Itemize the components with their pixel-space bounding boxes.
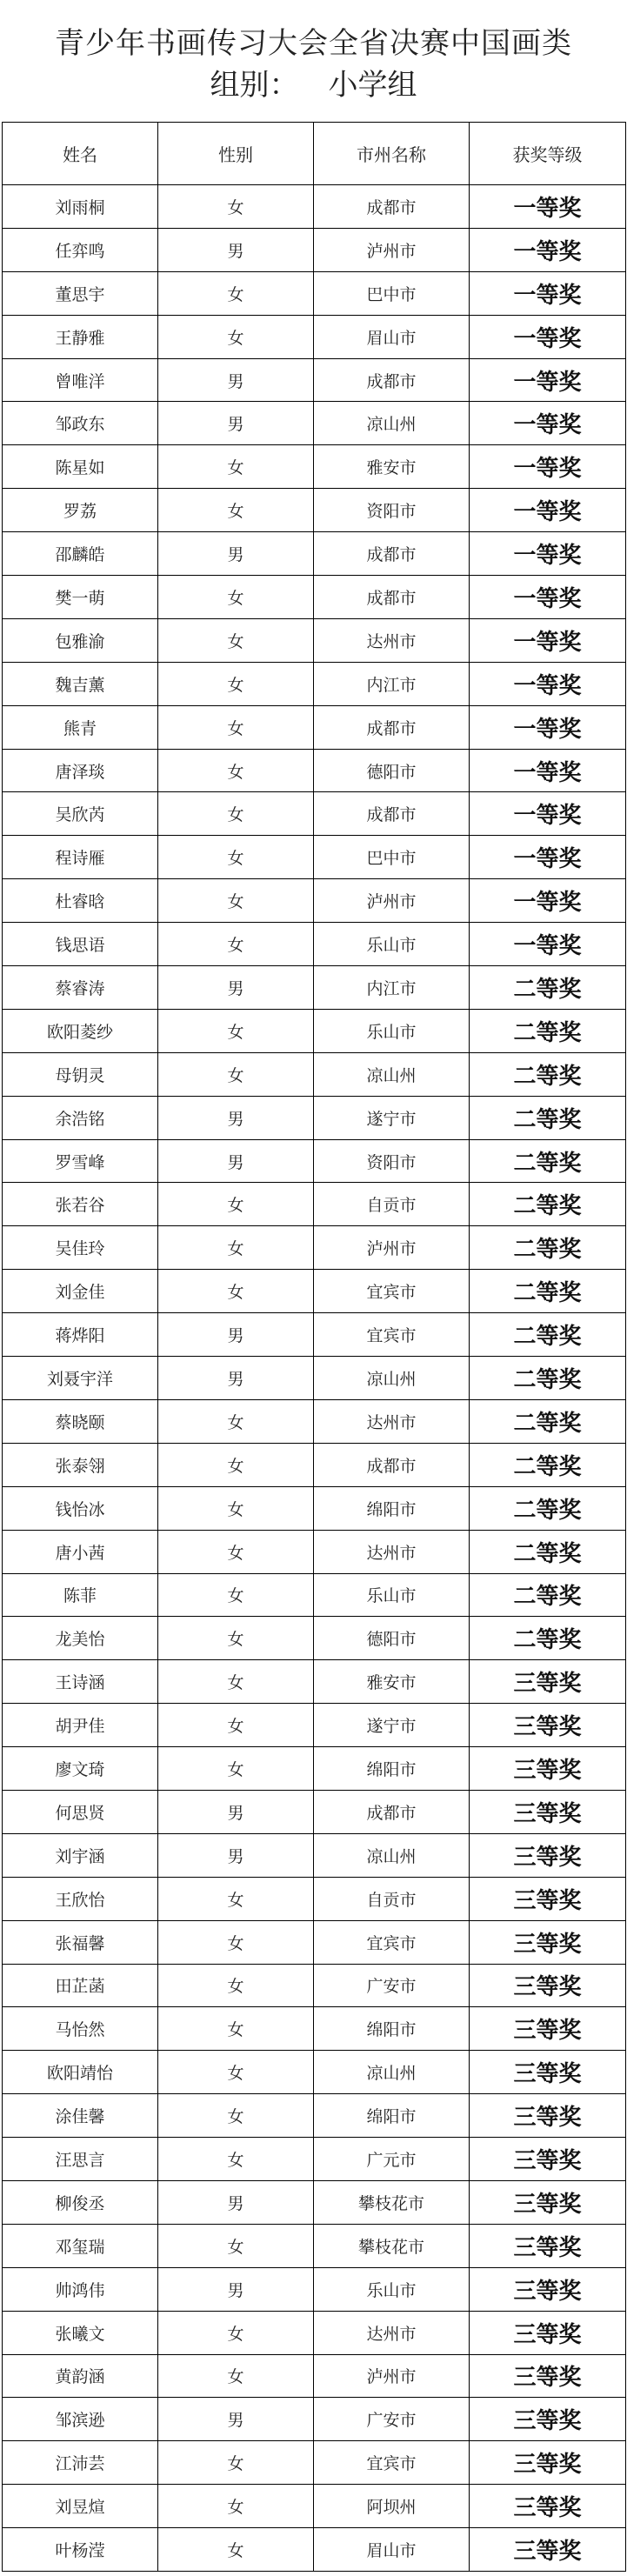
gender-cell: 女: [158, 2485, 314, 2528]
city-cell: 成都市: [314, 185, 470, 229]
table-row: [3, 315, 626, 358]
gender-cell: 女: [158, 1573, 314, 1617]
table-row: [3, 879, 626, 923]
gender-cell: 男: [158, 1313, 314, 1357]
city-cell: 成都市: [314, 1790, 470, 1833]
gender-cell: 女: [158, 836, 314, 879]
name-cell: 曾唯洋: [3, 358, 158, 402]
city-cell: 巴中市: [314, 836, 470, 879]
award-cell: 三等奖: [470, 2007, 626, 2051]
name-cell: 柳俊丞: [3, 2180, 158, 2224]
table-row: [3, 2094, 626, 2138]
city-cell: 成都市: [314, 576, 470, 619]
name-cell: 江沛芸: [3, 2441, 158, 2485]
gender-cell: 女: [158, 2051, 314, 2094]
city-cell: 广安市: [314, 2398, 470, 2441]
award-cell: 三等奖: [470, 2138, 626, 2181]
city-cell: 乐山市: [314, 2267, 470, 2311]
table-row: [3, 1877, 626, 1920]
table-row: [3, 402, 626, 445]
award-cell: 二等奖: [470, 1357, 626, 1400]
name-cell: 刘昱煊: [3, 2485, 158, 2528]
name-cell: 蔡睿涛: [3, 966, 158, 1010]
award-cell: 三等奖: [470, 2441, 626, 2485]
award-cell: 二等奖: [470, 1443, 626, 1486]
table-row: [3, 2224, 626, 2267]
table-row: [3, 2528, 626, 2572]
document-header: [0, 0, 627, 122]
city-cell: 达州市: [314, 618, 470, 662]
table-row: [3, 836, 626, 879]
gender-cell: 女: [158, 1877, 314, 1920]
city-cell: 宜宾市: [314, 2441, 470, 2485]
table-row: [3, 228, 626, 271]
award-cell: 一等奖: [470, 879, 626, 923]
city-cell: 达州市: [314, 1530, 470, 1573]
table-row: [3, 1660, 626, 1704]
award-cell: 二等奖: [470, 1009, 626, 1052]
table-row: [3, 2311, 626, 2354]
gender-cell: 女: [158, 576, 314, 619]
city-cell: 成都市: [314, 705, 470, 749]
gender-cell: 女: [158, 2138, 314, 2181]
award-cell: 三等奖: [470, 2051, 626, 2094]
table-row: [3, 489, 626, 532]
table-row: [3, 1790, 626, 1833]
award-cell: 三等奖: [470, 1747, 626, 1791]
table-row: [3, 1617, 626, 1660]
city-cell: 凉山州: [314, 1052, 470, 1096]
header-award-level: 获奖等级: [470, 123, 626, 185]
name-cell: 刘聂宇洋: [3, 1357, 158, 1400]
table-row: [3, 1313, 626, 1357]
table-header-row: [3, 123, 626, 185]
city-cell: 成都市: [314, 532, 470, 576]
name-cell: 蔡晓颐: [3, 1399, 158, 1443]
table-row: [3, 576, 626, 619]
group-line: [0, 64, 627, 106]
gender-cell: 男: [158, 1357, 314, 1400]
header-city: 市州名称: [314, 123, 470, 185]
city-cell: 广安市: [314, 1964, 470, 2007]
award-cell: 二等奖: [470, 966, 626, 1010]
name-cell: 王诗涵: [3, 1660, 158, 1704]
gender-cell: 女: [158, 489, 314, 532]
name-cell: 陈菲: [3, 1573, 158, 1617]
name-cell: 陈星如: [3, 445, 158, 489]
name-cell: 吴佳玲: [3, 1226, 158, 1270]
city-cell: 宜宾市: [314, 1313, 470, 1357]
table-row: [3, 618, 626, 662]
award-cell: 一等奖: [470, 836, 626, 879]
award-cell: 三等奖: [470, 2485, 626, 2528]
gender-cell: 女: [158, 1052, 314, 1096]
city-cell: 乐山市: [314, 1573, 470, 1617]
gender-cell: 女: [158, 705, 314, 749]
table-row: [3, 2180, 626, 2224]
award-cell: 一等奖: [470, 402, 626, 445]
name-cell: 邹政东: [3, 402, 158, 445]
city-cell: 德阳市: [314, 749, 470, 792]
name-cell: 汪思言: [3, 2138, 158, 2181]
city-cell: 凉山州: [314, 402, 470, 445]
gender-cell: 女: [158, 271, 314, 315]
table-row: [3, 2485, 626, 2528]
name-cell: 张泰翎: [3, 1443, 158, 1486]
name-cell: 钱思语: [3, 923, 158, 966]
table-row: [3, 2441, 626, 2485]
name-cell: 欧阳菱纱: [3, 1009, 158, 1052]
city-cell: 阿坝州: [314, 2485, 470, 2528]
gender-cell: 女: [158, 2007, 314, 2051]
table-row: [3, 1530, 626, 1573]
table-row: [3, 1443, 626, 1486]
name-cell: 蒋烨阳: [3, 1313, 158, 1357]
document-title: 青少年书画传习大会全省决赛中国画类: [55, 26, 572, 61]
award-cell: 三等奖: [470, 1660, 626, 1704]
gender-cell: 女: [158, 445, 314, 489]
name-cell: 胡尹佳: [3, 1704, 158, 1747]
award-cell: 三等奖: [470, 1790, 626, 1833]
award-cell: 一等奖: [470, 185, 626, 229]
city-cell: 广元市: [314, 2138, 470, 2181]
award-cell: 三等奖: [470, 1877, 626, 1920]
name-cell: 刘金佳: [3, 1270, 158, 1313]
city-cell: 眉山市: [314, 315, 470, 358]
name-cell: 母钥灵: [3, 1052, 158, 1096]
award-cell: 一等奖: [470, 315, 626, 358]
name-cell: 廖文琦: [3, 1747, 158, 1791]
award-cell: 一等奖: [470, 662, 626, 705]
name-cell: 魏吉薰: [3, 662, 158, 705]
gender-cell: 女: [158, 1530, 314, 1573]
award-cell: 二等奖: [470, 1573, 626, 1617]
award-cell: 三等奖: [470, 1920, 626, 1964]
name-cell: 田芷菡: [3, 1964, 158, 2007]
city-cell: 乐山市: [314, 1009, 470, 1052]
name-cell: 任弈鸣: [3, 228, 158, 271]
gender-cell: 女: [158, 1660, 314, 1704]
table-row: [3, 2354, 626, 2398]
name-cell: 余浩铭: [3, 1096, 158, 1139]
award-cell: 一等奖: [470, 489, 626, 532]
award-cell: 二等奖: [470, 1096, 626, 1139]
award-cell: 二等奖: [470, 1139, 626, 1183]
table-body: [3, 185, 626, 2572]
city-cell: 成都市: [314, 358, 470, 402]
gender-cell: 女: [158, 618, 314, 662]
table-row: [3, 185, 626, 229]
table-row: [3, 792, 626, 836]
city-cell: 泸州市: [314, 879, 470, 923]
city-cell: 乐山市: [314, 923, 470, 966]
city-cell: 遂宁市: [314, 1704, 470, 1747]
city-cell: 遂宁市: [314, 1096, 470, 1139]
gender-cell: 女: [158, 2354, 314, 2398]
gender-cell: 女: [158, 1486, 314, 1530]
city-cell: 自贡市: [314, 1877, 470, 1920]
name-cell: 邵麟皓: [3, 532, 158, 576]
gender-cell: 女: [158, 2528, 314, 2572]
gender-cell: 女: [158, 1183, 314, 1226]
award-table: [2, 122, 626, 2572]
name-cell: 张福馨: [3, 1920, 158, 1964]
gender-cell: 男: [158, 2180, 314, 2224]
name-cell: 王静雅: [3, 315, 158, 358]
award-cell: 二等奖: [470, 1530, 626, 1573]
gender-cell: 女: [158, 749, 314, 792]
city-cell: 资阳市: [314, 489, 470, 532]
gender-cell: 男: [158, 1833, 314, 1877]
name-cell: 欧阳靖怡: [3, 2051, 158, 2094]
gender-cell: 女: [158, 1704, 314, 1747]
name-cell: 张若谷: [3, 1183, 158, 1226]
city-cell: 成都市: [314, 1443, 470, 1486]
award-cell: 一等奖: [470, 358, 626, 402]
name-cell: 包雅渝: [3, 618, 158, 662]
table-row: [3, 2267, 626, 2311]
name-cell: 董思宇: [3, 271, 158, 315]
gender-cell: 女: [158, 2094, 314, 2138]
gender-cell: 男: [158, 228, 314, 271]
name-cell: 吴欣芮: [3, 792, 158, 836]
city-cell: 达州市: [314, 2311, 470, 2354]
gender-cell: 女: [158, 1399, 314, 1443]
name-cell: 邓玺瑞: [3, 2224, 158, 2267]
city-cell: 绵阳市: [314, 1747, 470, 1791]
gender-cell: 男: [158, 2267, 314, 2311]
award-cell: 一等奖: [470, 705, 626, 749]
table-row: [3, 1486, 626, 1530]
name-cell: 杜睿晗: [3, 879, 158, 923]
name-cell: 何思贤: [3, 1790, 158, 1833]
gender-cell: 女: [158, 2441, 314, 2485]
table-row: [3, 923, 626, 966]
city-cell: 巴中市: [314, 271, 470, 315]
gender-cell: 男: [158, 1096, 314, 1139]
name-cell: 钱怡冰: [3, 1486, 158, 1530]
city-cell: 雅安市: [314, 1660, 470, 1704]
gender-cell: 男: [158, 966, 314, 1010]
table-row: [3, 1096, 626, 1139]
table-row: [3, 1183, 626, 1226]
award-cell: 二等奖: [470, 1183, 626, 1226]
award-cell: 一等奖: [470, 618, 626, 662]
table-row: [3, 2007, 626, 2051]
city-cell: 德阳市: [314, 1617, 470, 1660]
name-cell: 刘宇涵: [3, 1833, 158, 1877]
gender-cell: 男: [158, 532, 314, 576]
gender-cell: 女: [158, 315, 314, 358]
name-cell: 帅鸿伟: [3, 2267, 158, 2311]
table-row: [3, 1139, 626, 1183]
table-row: [3, 1052, 626, 1096]
name-cell: 马怡然: [3, 2007, 158, 2051]
award-cell: 一等奖: [470, 749, 626, 792]
table-row: [3, 1270, 626, 1313]
award-cell: 二等奖: [470, 1270, 626, 1313]
gender-cell: 男: [158, 402, 314, 445]
table-row: [3, 1920, 626, 1964]
name-cell: 熊青: [3, 705, 158, 749]
name-cell: 程诗雁: [3, 836, 158, 879]
name-cell: 罗荔: [3, 489, 158, 532]
award-cell: 一等奖: [470, 923, 626, 966]
name-cell: 唐小茜: [3, 1530, 158, 1573]
city-cell: 泸州市: [314, 228, 470, 271]
table-row: [3, 1573, 626, 1617]
gender-cell: 女: [158, 1964, 314, 2007]
gender-cell: 女: [158, 2224, 314, 2267]
city-cell: 凉山州: [314, 1357, 470, 1400]
award-cell: 二等奖: [470, 1226, 626, 1270]
gender-cell: 女: [158, 792, 314, 836]
award-cell: 三等奖: [470, 2311, 626, 2354]
table-row: [3, 662, 626, 705]
city-cell: 攀枝花市: [314, 2224, 470, 2267]
table-row: [3, 2051, 626, 2094]
table-row: [3, 749, 626, 792]
name-cell: 张曦文: [3, 2311, 158, 2354]
table-row: [3, 1964, 626, 2007]
table-row: [3, 1833, 626, 1877]
gender-cell: 女: [158, 1747, 314, 1791]
table-row: [3, 2398, 626, 2441]
table-row: [3, 1226, 626, 1270]
gender-cell: 男: [158, 1790, 314, 1833]
gender-cell: 男: [158, 2398, 314, 2441]
award-cell: 一等奖: [470, 445, 626, 489]
gender-cell: 女: [158, 923, 314, 966]
table-row: [3, 532, 626, 576]
table-row: [3, 271, 626, 315]
gender-cell: 女: [158, 185, 314, 229]
gender-cell: 女: [158, 2311, 314, 2354]
name-cell: 王欣怡: [3, 1877, 158, 1920]
table-row: [3, 1009, 626, 1052]
gender-cell: 女: [158, 1009, 314, 1052]
award-cell: 二等奖: [470, 1052, 626, 1096]
name-cell: 黄韵涵: [3, 2354, 158, 2398]
award-cell: 一等奖: [470, 792, 626, 836]
award-cell: 三等奖: [470, 2224, 626, 2267]
gender-cell: 女: [158, 1443, 314, 1486]
city-cell: 绵阳市: [314, 1486, 470, 1530]
award-cell: 二等奖: [470, 1399, 626, 1443]
group-value: 小学组: [328, 68, 417, 103]
table-row: [3, 1399, 626, 1443]
city-cell: 内江市: [314, 966, 470, 1010]
header-name: 姓名: [3, 123, 158, 185]
award-cell: 三等奖: [470, 2180, 626, 2224]
gender-cell: 女: [158, 1617, 314, 1660]
table-row: [3, 2138, 626, 2181]
name-cell: 樊一萌: [3, 576, 158, 619]
city-cell: 攀枝花市: [314, 2180, 470, 2224]
city-cell: 绵阳市: [314, 2094, 470, 2138]
city-cell: 成都市: [314, 792, 470, 836]
name-cell: 龙美怡: [3, 1617, 158, 1660]
award-cell: 一等奖: [470, 532, 626, 576]
city-cell: 泸州市: [314, 1226, 470, 1270]
city-cell: 内江市: [314, 662, 470, 705]
table-row: [3, 1747, 626, 1791]
name-cell: 罗雪峰: [3, 1139, 158, 1183]
city-cell: 绵阳市: [314, 2007, 470, 2051]
table-row: [3, 445, 626, 489]
city-cell: 宜宾市: [314, 1270, 470, 1313]
award-cell: 一等奖: [470, 576, 626, 619]
name-cell: 叶杨滢: [3, 2528, 158, 2572]
name-cell: 涂佳馨: [3, 2094, 158, 2138]
table-row: [3, 966, 626, 1010]
award-cell: 三等奖: [470, 1964, 626, 2007]
table-row: [3, 705, 626, 749]
award-cell: 三等奖: [470, 1833, 626, 1877]
header-gender: 性别: [158, 123, 314, 185]
award-cell: 三等奖: [470, 2528, 626, 2572]
gender-cell: 女: [158, 879, 314, 923]
gender-cell: 女: [158, 662, 314, 705]
name-cell: 刘雨桐: [3, 185, 158, 229]
award-cell: 三等奖: [470, 2267, 626, 2311]
award-cell: 二等奖: [470, 1486, 626, 1530]
award-cell: 二等奖: [470, 1313, 626, 1357]
name-cell: 邹滨逊: [3, 2398, 158, 2441]
table-row: [3, 1704, 626, 1747]
city-cell: 达州市: [314, 1399, 470, 1443]
table-row: [3, 1357, 626, 1400]
award-cell: 一等奖: [470, 271, 626, 315]
name-cell: 唐泽琰: [3, 749, 158, 792]
city-cell: 凉山州: [314, 1833, 470, 1877]
city-cell: 雅安市: [314, 445, 470, 489]
award-cell: 一等奖: [470, 228, 626, 271]
gender-cell: 女: [158, 1270, 314, 1313]
gender-cell: 男: [158, 358, 314, 402]
gender-cell: 女: [158, 1920, 314, 1964]
city-cell: 自贡市: [314, 1183, 470, 1226]
gender-cell: 男: [158, 1139, 314, 1183]
award-cell: 三等奖: [470, 2398, 626, 2441]
city-cell: 凉山州: [314, 2051, 470, 2094]
city-cell: 泸州市: [314, 2354, 470, 2398]
award-cell: 二等奖: [470, 1617, 626, 1660]
city-cell: 宜宾市: [314, 1920, 470, 1964]
gender-cell: 女: [158, 1226, 314, 1270]
group-label: 组别：: [210, 68, 299, 103]
award-cell: 三等奖: [470, 1704, 626, 1747]
city-cell: 资阳市: [314, 1139, 470, 1183]
award-cell: 三等奖: [470, 2354, 626, 2398]
city-cell: 眉山市: [314, 2528, 470, 2572]
table-row: [3, 358, 626, 402]
award-cell: 三等奖: [470, 2094, 626, 2138]
